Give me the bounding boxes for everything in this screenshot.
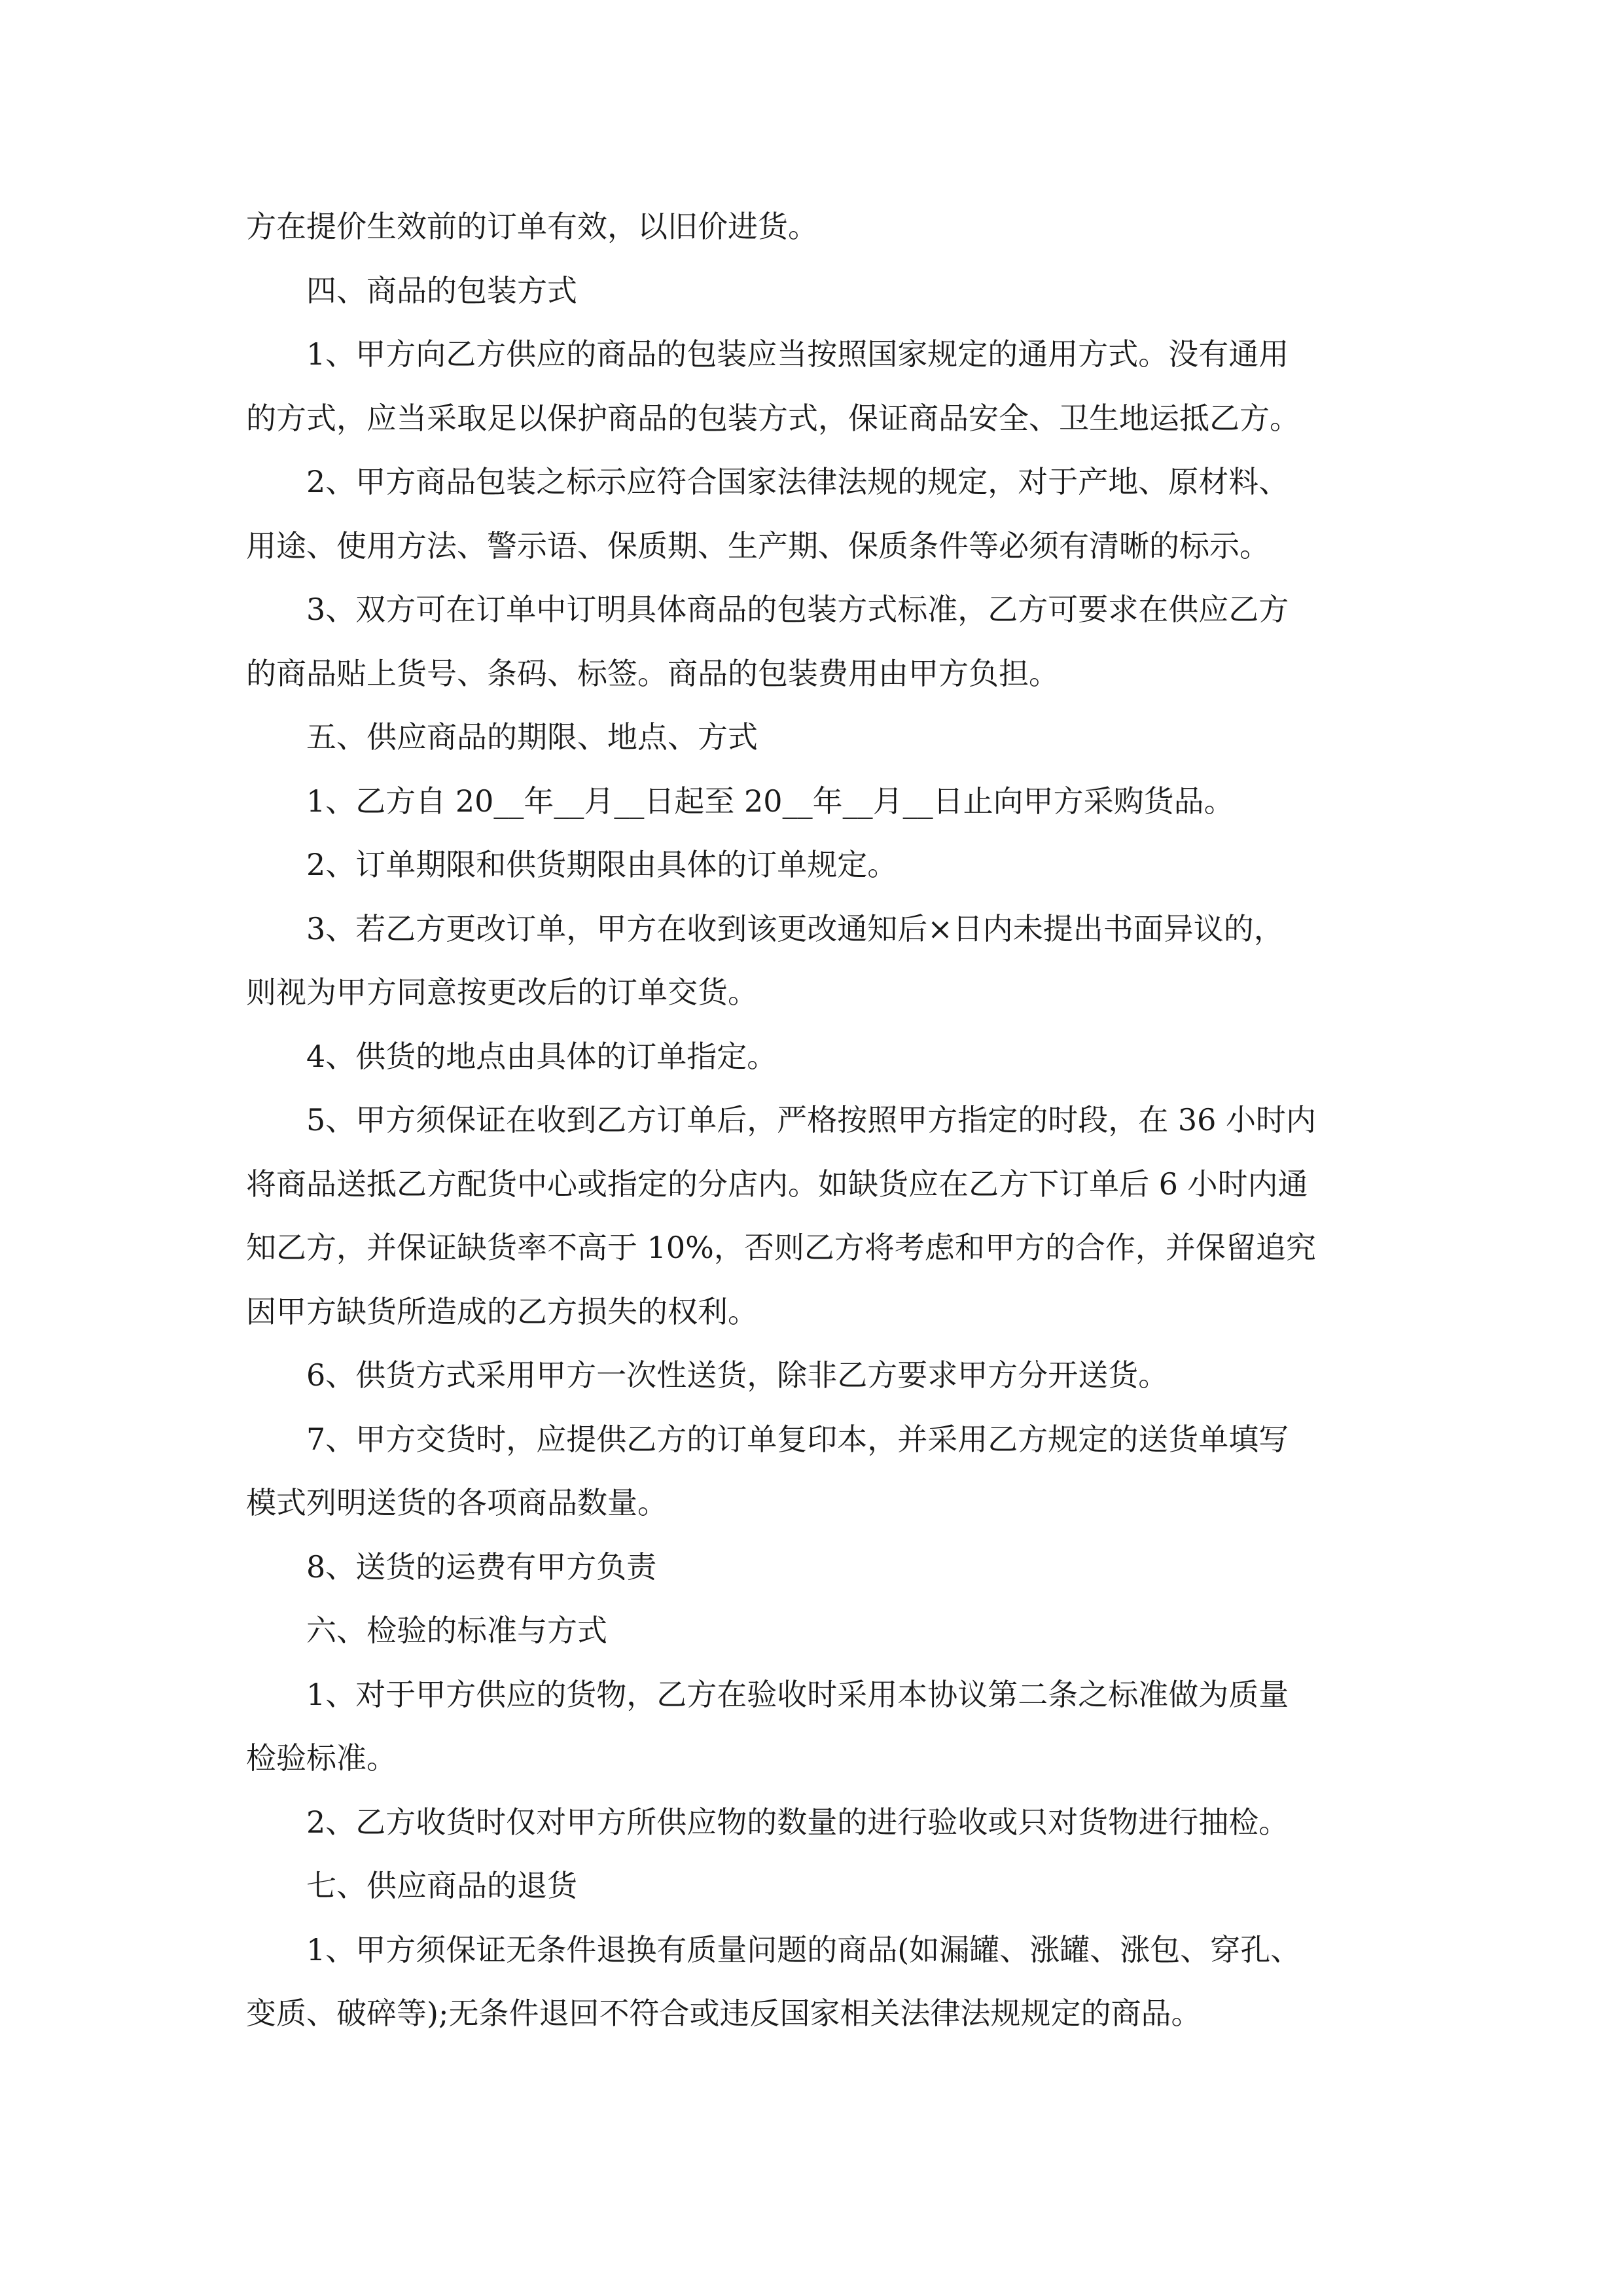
text-line: 模式列明送货的各项商品数量。	[246, 1485, 668, 1520]
text-line: 6、供货方式采用甲方一次性送货，除非乙方要求甲方分开送货。	[306, 1357, 1169, 1393]
text-line: 因甲方缺货所造成的乙方损失的权利。	[246, 1293, 758, 1329]
text-line: 4、供货的地点由具体的订单指定。	[306, 1038, 777, 1074]
text-line: 变质、破碎等);无条件退回不符合或违反国家相关法律法规规定的商品。	[246, 1996, 1202, 2031]
text-line: 2、乙方收货时仅对甲方所供应物的数量的进行验收或只对货物进行抽检。	[306, 1804, 1289, 1840]
text-line: 六、检验的标准与方式	[306, 1613, 607, 1648]
text-line: 1、甲方向乙方供应的商品的包装应当按照国家规定的通用方式。没有通用	[306, 336, 1289, 372]
text-line: 则视为甲方同意按更改后的订单交货。	[246, 975, 758, 1010]
text-line: 1、对于甲方供应的货物，乙方在验收时采用本协议第二条之标准做为质量	[306, 1676, 1289, 1712]
text-line: 3、若乙方更改订单，甲方在收到该更改通知后×日内未提出书面异议的，	[306, 910, 1284, 946]
text-line: 的商品贴上货号、条码、标签。商品的包装费用由甲方负担。	[246, 655, 1059, 691]
text-line: 七、供应商品的退货	[306, 1868, 577, 1903]
text-line: 检验标准。	[246, 1740, 397, 1776]
text-line: 知乙方，并保证缺货率不高于 10%，否则乙方将考虑和甲方的合作，并保留追究	[246, 1230, 1316, 1265]
text-line: 2、甲方商品包装之标示应符合国家法律法规的规定，对于产地、原材料、	[306, 464, 1289, 499]
text-line: 将商品送抵乙方配货中心或指定的分店内。如缺货应在乙方下订单后 6 小时内通	[246, 1166, 1308, 1202]
text-line: 五、供应商品的期限、地点、方式	[306, 719, 758, 755]
text-line: 1、乙方自 20__年__月__日起至 20__年__月__日止向甲方采购货品。	[306, 783, 1234, 819]
text-line: 四、商品的包装方式	[306, 272, 577, 308]
text-line: 8、送货的运费有甲方负责	[306, 1549, 657, 1585]
text-line: 3、双方可在订单中订明具体商品的包装方式标准，乙方可要求在供应乙方	[306, 592, 1289, 627]
text-line: 用途、使用方法、警示语、保质期、生产期、保质条件等必须有清晰的标示。	[246, 528, 1270, 564]
text-line: 方在提价生效前的订单有效，以旧价进货。	[246, 209, 818, 244]
document-body	[246, 195, 1411, 2046]
text-line: 的方式，应当采取足以保护商品的包装方式，保证商品安全、卫生地运抵乙方。	[246, 400, 1300, 436]
text-line: 7、甲方交货时，应提供乙方的订单复印本，并采用乙方规定的送货单填写	[306, 1421, 1289, 1457]
text-line: 5、甲方须保证在收到乙方订单后，严格按照甲方指定的时段，在 36 小时内	[306, 1102, 1317, 1138]
text-line: 1、甲方须保证无条件退换有质量问题的商品(如漏罐、涨罐、涨包、穿孔、	[306, 1931, 1301, 1967]
text-line: 2、订单期限和供货期限由具体的订单规定。	[306, 847, 898, 882]
